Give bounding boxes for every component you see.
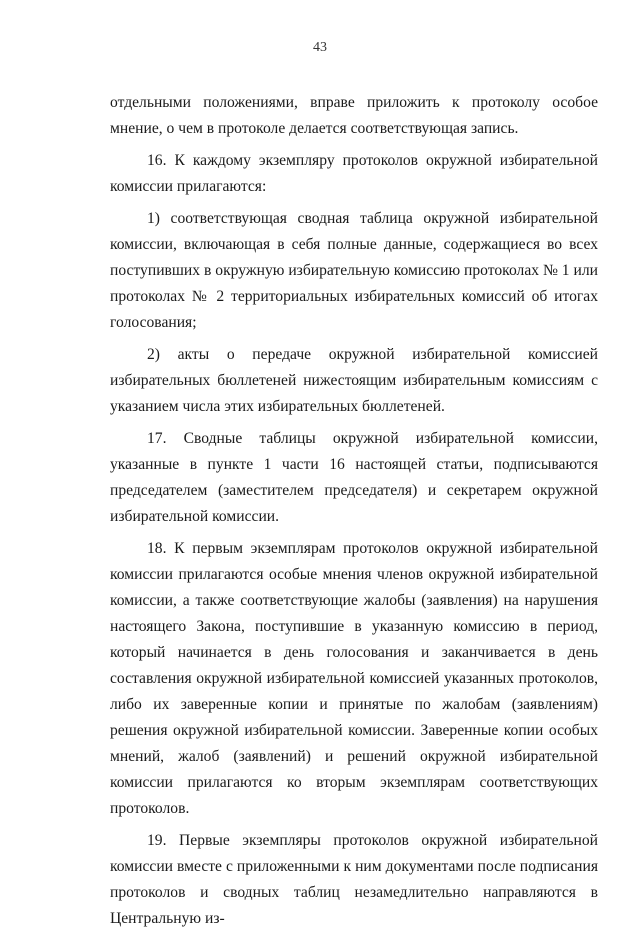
paragraph-18: 18. К первым экземплярам протоколов окружной избирательной комиссии прилагаются особые мнения членов окружной избирательной комиссии, а также соответствующие жалобы (заявления) на нарушения настоящего Закона, поступившие в указанную комиссию в период, который начинается в день голосования и заканчивается в день составления окружной избирательной комиссией указанных протоколов, либо их заверенные копии и принятые по жалобам (заявлениям) решения окружной избирательной комиссии. Заверенные копии особых мнений, жалоб (заявлений) и решений окружной избирательной комиссии прилагаются ко вторым экземплярам соответствующих протоколов. bbox=[110, 540, 598, 817]
paragraph-19: 19. Первые экземпляры протоколов окружной избирательной комиссии вместе с приложенными к ним документами после подписания протоколов и сводных таблиц незамедлительно направляются в Центральную из- bbox=[110, 832, 598, 927]
paragraph-16: 16. К каждому экземпляру протоколов окружной избирательной комиссии прилагаются: bbox=[110, 152, 598, 195]
document-body bbox=[110, 90, 598, 938]
paragraph-16-item-2: 2) акты о передаче окружной избирательной комиссией избирательных бюллетеней нижестоящим избирательным комиссиям с указанием числа этих избирательных бюллетеней. bbox=[110, 346, 598, 415]
paragraph-17: 17. Сводные таблицы окружной избирательной комиссии, указанные в пункте 1 части 16 настоящей статьи, подписываются председателем (заместителем председателя) и секретарем окружной избирательной комиссии. bbox=[110, 430, 598, 525]
paragraph-16-item-1: 1) соответствующая сводная таблица окружной избирательной комиссии, включающая в себя полные данные, содержащиеся во всех поступивших в окружную избирательную комиссию протоколах № 1 или протоколах № 2 территориальных избирательных комиссий об итогах голосования; bbox=[110, 210, 598, 331]
paragraph-continuation: отдельными положениями, вправе приложить к протоколу особое мнение, о чем в протоколе делается соответствующая запись. bbox=[110, 94, 598, 137]
page-number: 43 bbox=[313, 40, 327, 55]
